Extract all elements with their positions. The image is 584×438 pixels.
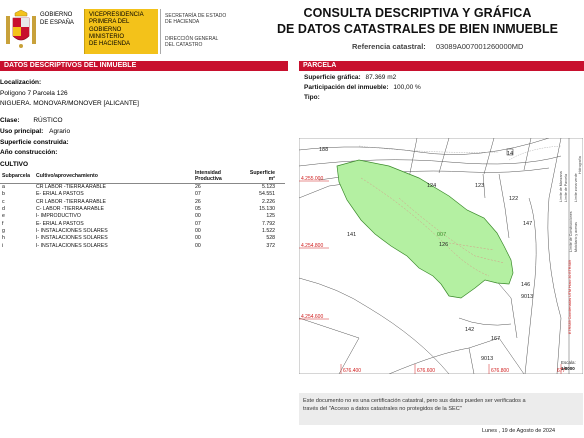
- cell-subparcela: g: [2, 227, 5, 234]
- cell-superficie: 15.130: [259, 206, 275, 213]
- scale-value: 1/8000: [561, 366, 575, 371]
- sup-grafica-row: [304, 74, 396, 82]
- col-intensidad: Intensidad Productiva: [195, 170, 247, 184]
- table-row: [0, 191, 285, 198]
- cell-superficie: 125: [266, 213, 275, 220]
- x-label-2: 676.600: [417, 368, 436, 374]
- band1-line4: DE HACIENDA: [89, 41, 131, 47]
- cell-subparcela: d: [2, 206, 5, 213]
- parcel-label-9013a: 9013: [521, 294, 534, 300]
- table-row: [0, 220, 285, 227]
- cell-intensidad: 00: [194, 242, 201, 249]
- ministry-band: [84, 9, 158, 54]
- table-row: [0, 213, 285, 220]
- cadastral-map[interactable]: [299, 138, 583, 374]
- cell-subparcela: e: [2, 213, 5, 220]
- clase-row: [0, 117, 63, 125]
- clase-value: RÚSTICO: [33, 117, 63, 124]
- band2-line3: DIRECCIÓN GENERAL: [165, 36, 219, 42]
- cell-cultivo: I- INSTALACIONES SOLARES: [35, 242, 108, 249]
- parcel-label-124: 124: [427, 183, 437, 189]
- parcel-label-142: 142: [465, 327, 475, 333]
- parcel-label-126: 126: [439, 242, 449, 248]
- cell-intensidad: 00: [194, 213, 201, 220]
- cell-intensidad: 26: [194, 198, 201, 205]
- band2-line1: SECRETARÍA DE ESTADO: [165, 13, 227, 19]
- legend-manzana: Límite de Manzana: [559, 171, 563, 202]
- band2-line4: DEL CATASTRO: [165, 42, 203, 48]
- x-label-1: 676.400: [343, 368, 362, 374]
- localizacion-label: Localización:: [0, 79, 42, 86]
- table-row: [0, 184, 285, 191]
- parcel-label-122: 122: [509, 196, 519, 202]
- notice-box: [299, 393, 583, 425]
- ref-value: 03089A007001260000MD: [435, 42, 524, 51]
- cell-intensidad: 07: [194, 220, 201, 227]
- sup-grafica-label: Superficie gráfica:: [304, 74, 361, 81]
- scale-label: Escala:: [561, 360, 576, 365]
- table-row: [0, 235, 285, 242]
- cell-subparcela: c: [2, 198, 5, 205]
- cell-subparcela: f: [2, 220, 4, 227]
- participacion-row: [304, 84, 421, 92]
- uso-row: [0, 128, 70, 136]
- table-row: [0, 227, 285, 234]
- band1-line2: PRIMERA DEL GOBIERNO: [89, 19, 130, 33]
- cell-cultivo: E- ERIAL A PASTOS: [35, 191, 84, 198]
- localizacion-line1: Polígono 7 Parcela 126: [0, 90, 68, 97]
- cell-superficie: 372: [266, 242, 275, 249]
- cell-intensidad: 05: [194, 206, 201, 213]
- section-bar-descriptive: DATOS DESCRIPTIVOS DEL INMUEBLE: [0, 61, 288, 71]
- cell-subparcela: i: [2, 242, 4, 249]
- y-label-1: 4.255.000: [301, 176, 324, 182]
- section-bar-parcela: PARCELA: [299, 61, 584, 71]
- legend-parcela: Límite de Parcela: [564, 174, 568, 202]
- cadastral-reference: [352, 42, 523, 51]
- participacion-value: 100,00 %: [393, 84, 421, 91]
- cell-superficie: 528: [266, 235, 275, 242]
- y-label-2: 4.254.800: [301, 243, 324, 249]
- band2-line2: DE HACIENDA: [165, 19, 200, 25]
- cell-superficie: 2.226: [262, 198, 275, 205]
- parcel-label-141: 141: [347, 232, 357, 238]
- cell-subparcela: a: [2, 184, 5, 191]
- table-row: [0, 242, 285, 249]
- cell-intensidad: 26: [194, 184, 201, 191]
- cultivo-label: CULTIVO: [0, 161, 29, 168]
- legend-zona-verde: Límite zona verde: [574, 173, 578, 202]
- cell-subparcela: b: [2, 191, 5, 198]
- superficie-label: Superficie construida:: [0, 139, 69, 146]
- uso-value: Agrario: [49, 128, 71, 135]
- participacion-label: Participación del inmueble:: [304, 84, 389, 91]
- y-label-3: 4.254.600: [301, 314, 324, 320]
- table-row: [0, 205, 285, 212]
- gov-line2: DE ESPAÑA: [40, 19, 74, 26]
- x-label-4: 677: [557, 368, 566, 374]
- parcel-label-167: 167: [491, 336, 501, 342]
- legend-construcciones: Límite de Construcciones: [569, 211, 573, 252]
- projection-text: ETRS89 Coordenadas UTM Huso 30 ETRS89: [568, 260, 572, 334]
- cell-subparcela: h: [2, 235, 5, 242]
- band1-line1: VICEPRESIDENCIA: [89, 12, 144, 18]
- legend-hidrografia: Hidrografía: [578, 156, 582, 174]
- band1-line3: MINISTERIO: [89, 34, 125, 40]
- legend-mobiliario: Mobiliario y aceras: [574, 222, 578, 252]
- page-title: CONSULTA DESCRIPTIVA Y GRÁFICA: [303, 6, 532, 20]
- parcel-label-007: 007: [437, 232, 447, 238]
- page-subtitle: DE DATOS CATASTRALES DE BIEN INMUEBLE: [276, 22, 559, 36]
- cell-cultivo: E- ERIAL A PASTOS: [35, 220, 84, 227]
- notice-line2[interactable]: través del "Acceso a datos catastrales no protegidos de la SEC": [303, 406, 462, 412]
- localizacion-line2: NIGUERA. MONOVAR/MONOVER [ALICANTE]: [0, 100, 139, 107]
- cell-cultivo: CR LABOR -TIERRA ARABLE: [35, 198, 107, 205]
- cell-superficie: 5.123: [262, 184, 275, 191]
- uso-label: Uso principal:: [0, 128, 44, 135]
- col-superficie: Superficie m²: [247, 170, 285, 184]
- cultivo-table: [0, 170, 285, 249]
- government-label: [40, 12, 80, 27]
- cell-superficie: 7.792: [262, 220, 275, 227]
- cell-intensidad: 00: [194, 235, 201, 242]
- parcel-label-188: 188: [319, 147, 329, 153]
- clase-label: Clase:: [0, 117, 20, 124]
- parcel-label-9013b: 9013: [481, 356, 494, 362]
- notice-line1: Este documento no es una certificación catastral, pero sus datos pueden ser verificados a: [303, 398, 526, 404]
- parcel-label-147: 147: [523, 221, 533, 227]
- col-cultivo: Cultivo/aprovechamiento: [30, 170, 195, 184]
- cell-cultivo: C- LABOR -TIERRA ARABLE: [35, 206, 105, 213]
- table-header-row: [0, 170, 285, 184]
- parcel-label-123: 123: [475, 183, 485, 189]
- cell-superficie: 54.551: [259, 191, 275, 198]
- coat-of-arms-icon: [4, 8, 38, 50]
- cell-intensidad: 07: [194, 191, 201, 198]
- date-stamp: Lunes , 19 de Agosto de 2024: [482, 428, 556, 434]
- table-row: [0, 198, 285, 205]
- cell-cultivo: I- INSTALACIONES SOLARES: [35, 227, 108, 234]
- ano-label: Año construcción:: [0, 149, 58, 156]
- ref-label: Referencia catastral:: [352, 42, 426, 51]
- sup-grafica-value: 87.369 m2: [365, 74, 397, 81]
- cell-cultivo: I- INSTALACIONES SOLARES: [35, 235, 108, 242]
- cell-cultivo: CR LABOR -TIERRA ARABLE: [35, 184, 107, 191]
- secretariat-band: [160, 9, 244, 54]
- parcel-label-14: 14: [507, 151, 514, 157]
- col-subparcela: Subparcela: [0, 170, 30, 184]
- cell-superficie: 1.522: [262, 227, 275, 234]
- cell-intensidad: 00: [194, 227, 201, 234]
- x-label-3: 676.800: [491, 368, 510, 374]
- parcel-label-146: 146: [521, 282, 531, 288]
- gov-line1: GOBIERNO: [40, 12, 73, 18]
- cell-cultivo: I- IMPRODUCTIVO: [35, 213, 81, 220]
- tipo-label: Tipo:: [304, 94, 320, 101]
